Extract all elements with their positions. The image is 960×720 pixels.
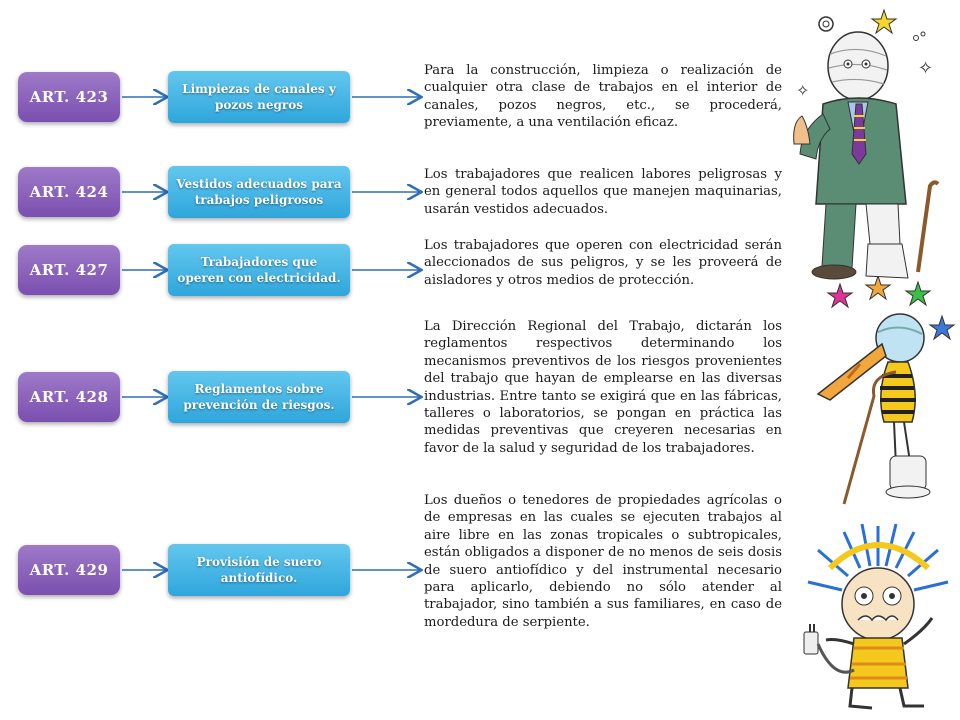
star-icon <box>906 282 930 305</box>
topic-box-427: Trabajadores que operen con electricidad. <box>168 244 350 296</box>
dizzy-swirl-icon <box>819 17 833 31</box>
star-icon <box>866 276 890 299</box>
svg-text:✧: ✧ <box>918 58 934 79</box>
description-427: Los trabajadores que operen con electricidad serán aleccionados de sus peligros, y se les proveerá de aisladores y otros medios de protección. <box>424 238 782 288</box>
svg-text:✧: ✧ <box>796 81 810 100</box>
topic-box-423: Limpiezas de canales y pozos negros <box>168 71 350 123</box>
article-box-428: ART. 428 <box>18 372 120 422</box>
star-icon <box>828 284 852 307</box>
topic-box-428: Reglamentos sobre prevención de riesgos. <box>168 371 350 423</box>
bandaged-worker-illustration <box>788 4 956 286</box>
article-box-423: ART. 423 <box>18 72 120 122</box>
topic-box-424: Vestidos adecuados para trabajos peligrosos <box>168 166 350 218</box>
topic-box-429: Provisión de suero antiofídico. <box>168 544 350 596</box>
electrocuted-kid-illustration <box>800 520 956 716</box>
article-box-424: ART. 424 <box>18 167 120 217</box>
article-box-429: ART. 429 <box>18 545 120 595</box>
article-box-427: ART. 427 <box>18 245 120 295</box>
star-icon <box>872 10 896 33</box>
injured-bird-illustration <box>800 276 956 514</box>
description-429: Los dueños o tenedores de propiedades agrícolas o de empresas en las cuales se ejecuten trabajos al aire libre en las zonas tropicales o subtropicales, están obligados a disponer de no menos de seis dosis de suero antiofídico y del instrumental necesario para aplicarlo, debiendo no sólo atender al trabajador, sino también a sus familiares, en caso de mordedura de serpiente. <box>424 493 782 630</box>
description-428: La Dirección Regional del Trabajo, dictarán los reglamentos respectivos determinando los mecanismos preventivos de los riesgos provenientes del trabajo que hayan de emplearse en las diversas industrias. Entre tanto se exigirá que en las fábricas, talleres o laboratorios, se pongan en práctica las medidas preventivas que creyeren necesarias en favor de la salud y seguridad de los trabajadores. <box>424 319 782 456</box>
star-icon <box>930 316 954 339</box>
description-423: Para la construcción, limpieza o realización de cualquier otra clase de trabajos en el interior de canales, pozos negros, etc., se procederá, previamente, a una ventilación eficaz. <box>424 63 782 131</box>
description-424: Los trabajadores que realicen labores peligrosas y en general todos aquellos que manejen maquinarias, usarán vestidos adecuados. <box>424 167 782 217</box>
